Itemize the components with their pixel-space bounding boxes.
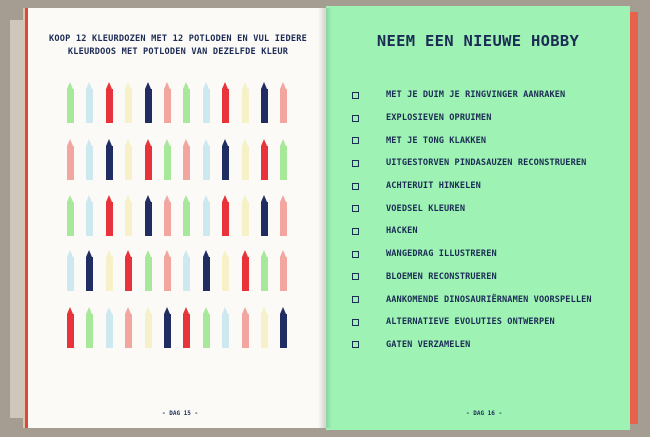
pencil (86, 250, 93, 291)
pencil (280, 195, 287, 236)
instruction-text: KOOP 12 KLEURDOZEN MET 12 POTLODEN EN VUL IEDERE KLEURDOOS MET POTLODEN VAN DEZELFDE KLEUR (49, 34, 307, 57)
pencil (261, 139, 268, 180)
checkbox-icon[interactable] (352, 205, 359, 212)
pencil (222, 139, 229, 180)
list-item-label: HACKEN (386, 226, 418, 237)
pencil (183, 307, 190, 348)
pencil (242, 82, 249, 123)
pencil (261, 307, 268, 348)
pencil (106, 250, 113, 291)
pencil (222, 82, 229, 123)
pencil (222, 250, 229, 291)
page-number-right: - DAG 16 - (466, 410, 503, 417)
pencil (67, 82, 74, 123)
pencil (164, 250, 171, 291)
list-item-label: MET JE DUIM JE RINGVINGER AANRAKEN (386, 90, 566, 101)
list-item-label: BLOEMEN RECONSTRUEREN (386, 271, 497, 282)
pencil (164, 82, 171, 123)
list-item-label: WANGEDRAG ILLUSTREREN (386, 249, 497, 260)
pencil (164, 307, 171, 348)
list-item (352, 288, 622, 311)
pencil (67, 195, 74, 236)
pencil (203, 195, 210, 236)
list-item (352, 266, 622, 289)
pencil (261, 195, 268, 236)
pencil (164, 195, 171, 236)
pencil (280, 250, 287, 291)
checkbox-icon[interactable] (352, 273, 359, 280)
list-item-label: AANKOMENDE DINOSAURIËRNAMEN VOORSPELLEN (386, 294, 592, 305)
pencil (106, 139, 113, 180)
pencil (145, 250, 152, 291)
pencil (106, 307, 113, 348)
pencil (242, 195, 249, 236)
pencil (125, 82, 132, 123)
list-item (352, 129, 622, 152)
list-item (352, 84, 622, 107)
list-item (352, 220, 622, 243)
pencil (280, 307, 287, 348)
pencil (125, 139, 132, 180)
list-item-label: EXPLOSIEVEN OPRUIMEN (386, 113, 492, 124)
checkbox-icon[interactable] (352, 92, 359, 99)
pencil (261, 82, 268, 123)
pencil (183, 250, 190, 291)
pencil (203, 250, 210, 291)
pencil (222, 307, 229, 348)
checkbox-icon[interactable] (352, 251, 359, 258)
list-item (352, 311, 622, 334)
pencil (106, 195, 113, 236)
checkbox-icon[interactable] (352, 183, 359, 190)
checkbox-icon[interactable] (352, 341, 359, 348)
list-item (352, 107, 622, 130)
checkbox-icon[interactable] (352, 296, 359, 303)
list-item (352, 197, 622, 220)
pencil (67, 250, 74, 291)
pencil (183, 82, 190, 123)
checkbox-icon[interactable] (352, 115, 359, 122)
list-item-label: GATEN VERZAMELEN (386, 339, 471, 350)
list-item (352, 243, 622, 266)
pencil (242, 307, 249, 348)
pencil (86, 307, 93, 348)
list-item (352, 175, 622, 198)
pencil (145, 82, 152, 123)
list-item-label: VOEDSEL KLEUREN (386, 203, 466, 214)
pencil (164, 139, 171, 180)
page-number-left: - DAG 15 - (162, 410, 199, 417)
pencil (145, 307, 152, 348)
pencil (67, 307, 74, 348)
checkbox-icon[interactable] (352, 137, 359, 144)
hobby-checklist (352, 84, 622, 356)
pencil (261, 250, 268, 291)
page-title: NEEM EEN NIEUWE HOBBY (376, 32, 580, 50)
pencil (125, 195, 132, 236)
pencil (86, 82, 93, 123)
pencil (86, 139, 93, 180)
pencil (125, 250, 132, 291)
pencil (203, 307, 210, 348)
pencil (125, 307, 132, 348)
pencil (203, 82, 210, 123)
list-item-label: ACHTERUIT HINKELEN (386, 181, 481, 192)
pencil (183, 139, 190, 180)
list-item (352, 334, 622, 357)
checkbox-icon[interactable] (352, 319, 359, 326)
list-item-label: MET JE TONG KLAKKEN (386, 135, 487, 146)
pencil (242, 250, 249, 291)
pencil (86, 195, 93, 236)
pencil (280, 139, 287, 180)
checkbox-icon[interactable] (352, 228, 359, 235)
pencil (222, 195, 229, 236)
pencil (67, 139, 74, 180)
pencil (242, 139, 249, 180)
pencil (106, 82, 113, 123)
pencil (280, 82, 287, 123)
pencil (145, 195, 152, 236)
list-item (352, 152, 622, 175)
list-item-label: UITGESTORVEN PINDASAUZEN RECONSTRUEREN (386, 158, 587, 169)
pencil (183, 195, 190, 236)
pencil (145, 139, 152, 180)
list-item-label: ALTERNATIEVE EVOLUTIES ONTWERPEN (386, 317, 555, 328)
checkbox-icon[interactable] (352, 160, 359, 167)
pencil (203, 139, 210, 180)
